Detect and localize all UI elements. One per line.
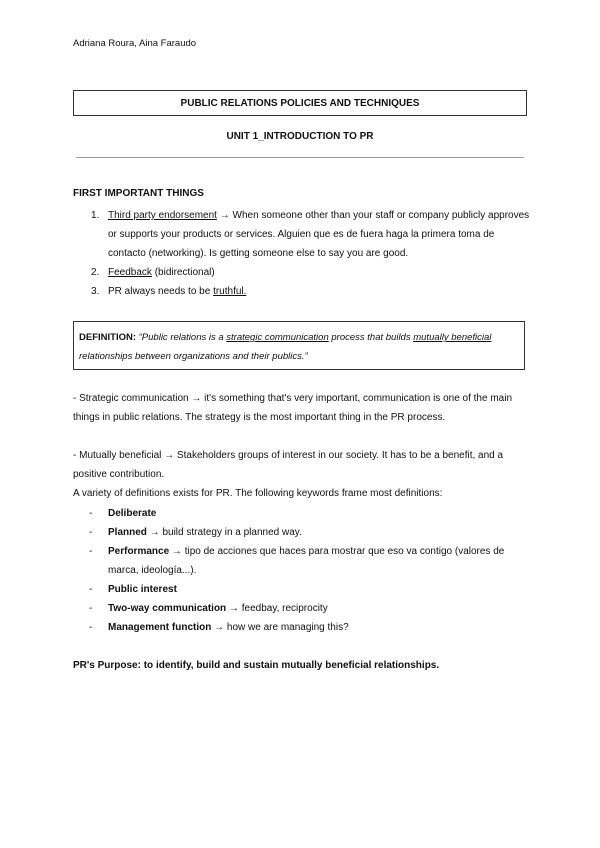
section-heading: FIRST IMPORTANT THINGS xyxy=(73,188,204,199)
list-dash: - xyxy=(89,603,93,614)
divider-line xyxy=(76,157,524,158)
keyword-text: → feedbay, reciprocity xyxy=(226,603,328,614)
keyword-text: → how we are managing this? xyxy=(211,622,349,633)
list-item xyxy=(91,263,531,282)
list-number: 1. xyxy=(91,210,100,221)
unit-title: UNIT 1_INTRODUCTION TO PR xyxy=(226,131,374,142)
definition-box xyxy=(73,321,525,370)
definition-term: mutually beneficial xyxy=(413,332,492,343)
keyword-text: → build strategy in a planned way. xyxy=(146,527,302,538)
list-term: Third party endorsement xyxy=(108,210,217,221)
definition-label: DEFINITION: xyxy=(79,332,136,343)
list-term: truthful. xyxy=(213,286,247,297)
list-dash: - xyxy=(89,508,93,519)
list-item xyxy=(89,599,529,618)
keyword-term: Deliberate xyxy=(108,508,157,519)
list-text: PR always needs to be xyxy=(108,286,214,297)
list-dash: - xyxy=(89,527,93,538)
list-item xyxy=(91,282,531,301)
list-number: 3. xyxy=(91,286,100,297)
keyword-term: Planned xyxy=(108,527,147,538)
keyword-term: Public interest xyxy=(108,584,177,595)
definition-text: process that builds xyxy=(328,332,414,343)
pr-purpose: PR's Purpose: to identify, build and sustain mutually beneficial relationships. xyxy=(73,660,440,671)
important-things-list xyxy=(91,206,531,301)
list-item xyxy=(91,206,531,263)
list-dash: - xyxy=(89,546,93,557)
author-header: Adriana Roura, Aina Faraudo xyxy=(73,38,197,49)
keyword-text: → tipo de acciones que haces para mostrar que eso va contigo (valores de marca, ideología...). xyxy=(108,546,505,576)
list-item xyxy=(89,504,529,523)
definition-text: “Public relations is a xyxy=(136,332,227,343)
list-dash: - xyxy=(89,584,93,595)
keyword-term: Performance xyxy=(108,546,170,557)
paragraph-strategic: - Strategic communication → it's something that's very important, communication is one of the main things in public relations. The strategy is the most important thing in the PR process. xyxy=(73,393,513,423)
list-text: (bidirectional) xyxy=(151,267,215,278)
document-title-box xyxy=(73,90,527,116)
list-term: Feedback xyxy=(108,267,152,278)
keyword-term: Two-way communication xyxy=(108,603,227,614)
list-dash: - xyxy=(89,622,93,633)
definition-term: strategic communication xyxy=(226,332,329,343)
keyword-term: Management function xyxy=(108,622,212,633)
list-number: 2. xyxy=(91,267,100,278)
document-title: PUBLIC RELATIONS POLICIES AND TECHNIQUES xyxy=(180,97,420,109)
list-item xyxy=(89,542,529,580)
list-text: → When someone other than your staff or company publicly approves or supports your products or services. Alguien que es de fuera haga la primera toma de contacto (networking). Is getting someone else to say you are good. xyxy=(108,210,530,259)
definition-text: relationships between organizations and their publics.” xyxy=(79,351,308,362)
keywords-list xyxy=(89,504,529,637)
paragraph-definitions-intro: A variety of definitions exists for PR. The following keywords frame most definitions: xyxy=(73,488,443,499)
list-item xyxy=(89,523,529,542)
paragraph-mutually-beneficial: - Mutually beneficial → Stakeholders groups of interest in our society. It has to be a benefit, and a positive contribution. xyxy=(73,450,504,480)
list-item xyxy=(89,580,529,599)
list-item xyxy=(89,618,529,637)
